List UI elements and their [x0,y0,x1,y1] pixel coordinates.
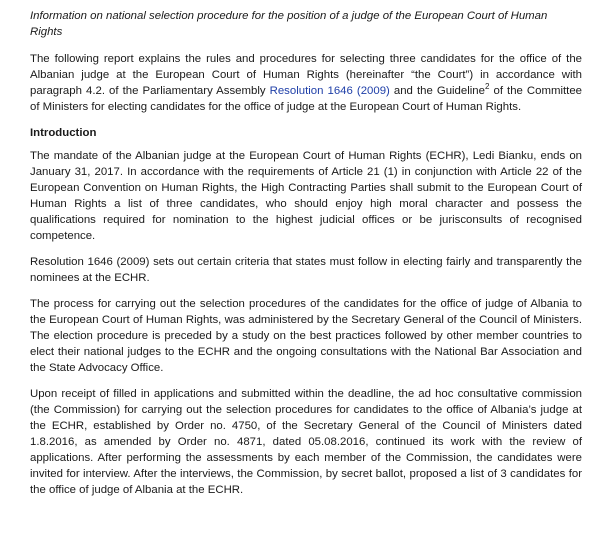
paragraph: Resolution 1646 (2009) sets out certain criteria that states must follow in electing fairly and transparently the nominees at the ECHR. [30,256,582,284]
intro-text-middle: and the Guideline [389,85,485,97]
paragraph: The mandate of the Albanian judge at the European Court of Human Rights (ECHR), Ledi Bianku, ends on January 31, 2017. In accordance with the requirements of Article 21 (1) in conjunction with Article 22 of the European Convention on Human Rights, the High Contracting Parties shall submit to the European Court of Human Rights a list of three candidates, who should enjoy high moral character and possess the qualifications required for nomination to the highest judicial offices or be jurisconsults of recognised competence. [30,150,582,242]
resolution-link[interactable]: Resolution 1646 (2009) [269,85,390,97]
document-title: Information on national selection procedure for the position of a judge of the European Court of Human Rights [30,10,548,38]
paragraph: Upon receipt of filled in applications and submitted within the deadline, the ad hoc consultative commission (the Commission) for carrying out the selection procedures for candidates to the office of Albania’s judge at the ECHR, established by Order no. 4750, of the Secretary General of the Council of Ministers dated 1.8.2016, as amended by Order no. 4871, dated 05.08.2016, continued its work with the review of applications. After performing the assessments by each member of the Commission, the candidates were invited for interview. After the interviews, the Commission, by secret ballot, proposed a list of 3 candidates for the office of judge of Albania at the ECHR. [30,388,582,496]
intro-text-after: of the Committee of Ministers for electing candidates for the office of judge at the European Court of Human Rights. [30,85,582,113]
document-page [30,8,582,508]
intro-paragraph [30,51,582,115]
footnote-mark: 2 [484,82,490,92]
intro-text-before-link: The following report explains the rules and procedures for selecting three candidates for the office of the Albanian judge at the European Court of Human Rights (hereinafter “the Court”) in accordance with paragraph 4.2. of the Parliamentary Assembly [30,53,582,97]
paragraph: The process for carrying out the selection procedures of the candidates for the office of judge of Albania to the European Court of Human Rights, was administered by the Secretary General of the Council of Ministers. The election procedure is preceded by a study on the best practices followed by other member countries to elect their national judges to the ECHR and the ongoing consultations with the National Bar Association and the State Advocacy Office. [30,298,582,374]
section-heading: Introduction [30,127,97,139]
